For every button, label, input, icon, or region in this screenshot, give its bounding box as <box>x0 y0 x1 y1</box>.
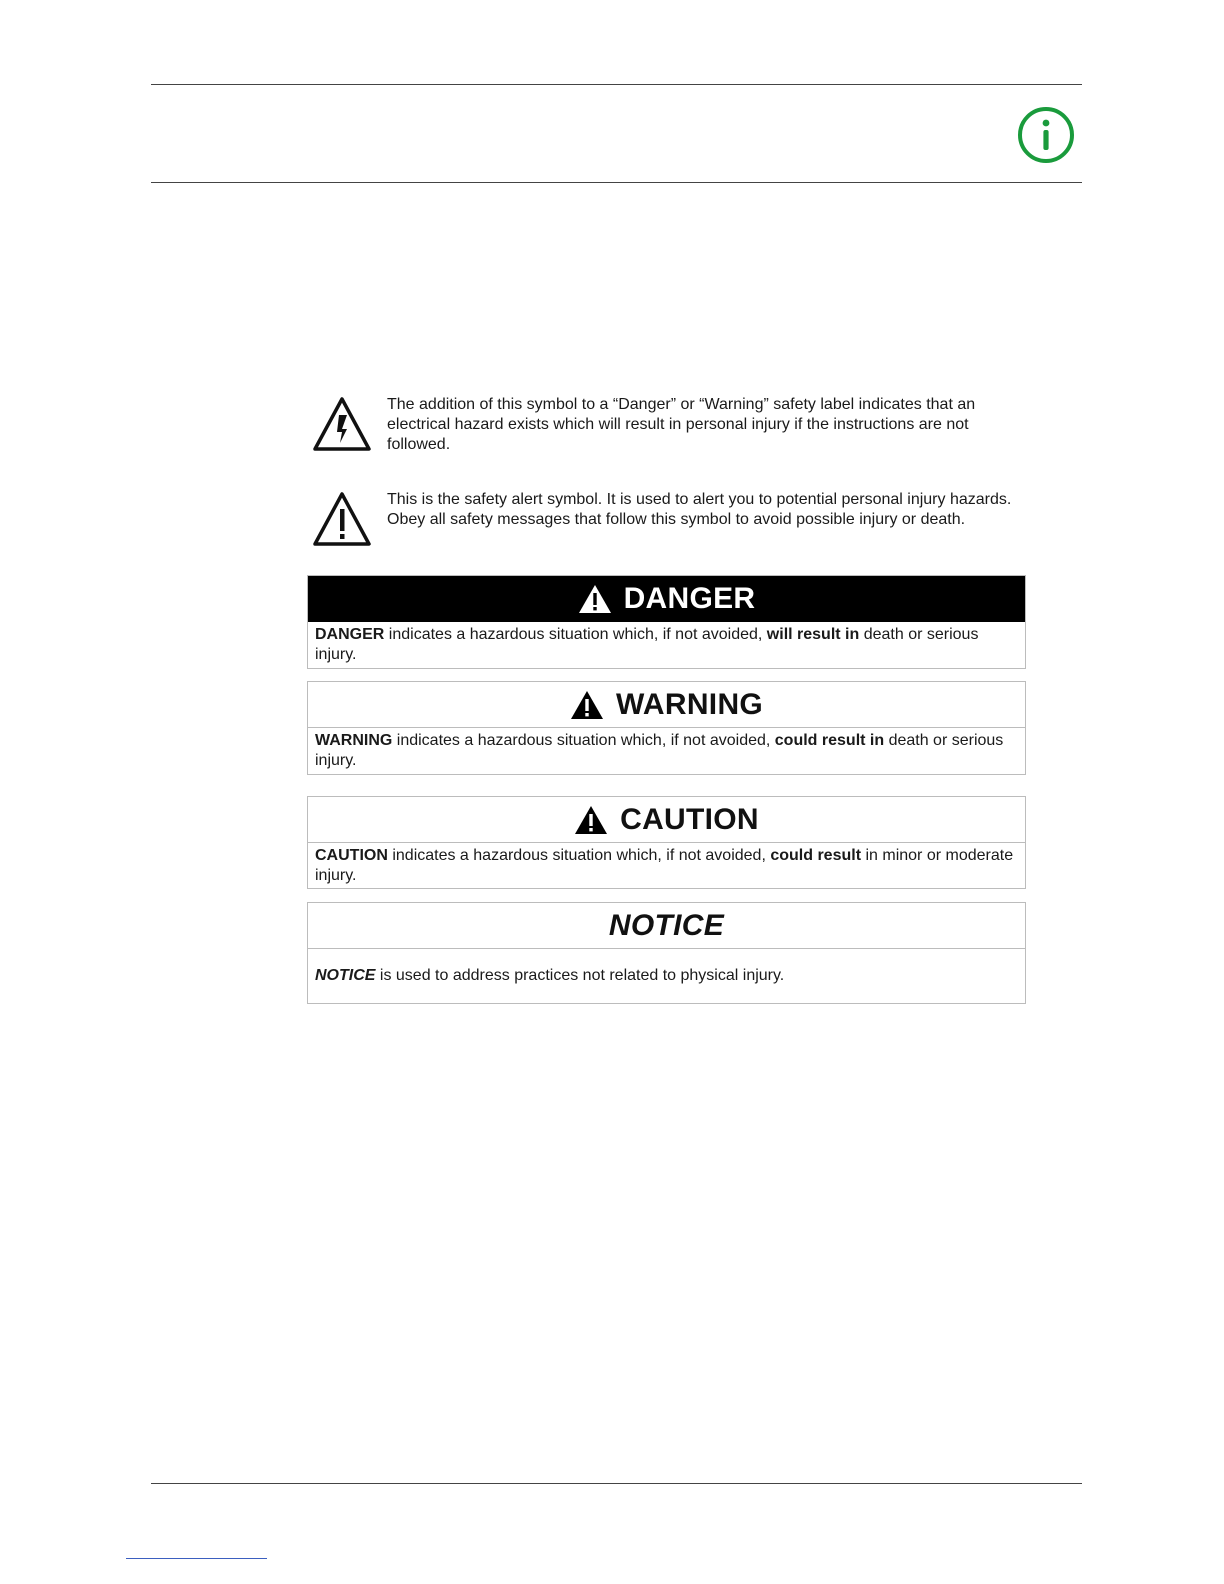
danger-box <box>307 575 1026 669</box>
warning-lead: WARNING <box>315 732 393 749</box>
notice-box <box>307 902 1026 1004</box>
danger-text-1: indicates a hazardous situation which, if not avoided, <box>384 626 767 643</box>
safety-alert-row <box>308 490 1028 552</box>
footer-rule <box>151 1483 1082 1484</box>
notice-text: is used to address practices not related to physical injury. <box>375 967 785 984</box>
warning-title: WARNING <box>615 687 764 721</box>
danger-text-2: death or serious injury. <box>315 626 979 663</box>
danger-lead: DANGER <box>315 626 385 643</box>
caution-text-2: in minor or moderate injury. <box>315 847 1014 884</box>
electrical-hazard-icon <box>311 395 373 453</box>
notice-lead: NOTICE <box>315 967 376 984</box>
caution-description <box>308 843 1025 886</box>
danger-header <box>308 576 1025 622</box>
electrical-hazard-text: The addition of this symbol to a “Danger” or “Warning” safety label indicates that an electrical hazard exists which will result in personal injury if the instructions are not followed. <box>387 396 976 453</box>
caution-box <box>307 796 1026 889</box>
warning-box <box>307 681 1026 775</box>
header-rule-top <box>151 84 1082 85</box>
warning-emphasis: could result in <box>774 732 885 749</box>
danger-description <box>308 622 1025 665</box>
notice-header <box>308 903 1025 949</box>
header-rule-bottom <box>151 182 1082 183</box>
warning-text-2: death or serious injury. <box>315 732 1004 769</box>
caution-text-1: indicates a hazardous situation which, if not avoided, <box>387 847 771 864</box>
safety-alert-text: This is the safety alert symbol. It is used to alert you to potential personal injury hazards. Obey all safety messages that follow this symbol to avoid possible injury or death. <box>387 491 1012 528</box>
warning-triangle-icon <box>570 690 604 720</box>
warning-header <box>308 682 1025 728</box>
notice-description <box>308 949 1025 986</box>
safety-alert-icon <box>311 490 373 548</box>
electrical-hazard-row <box>308 395 1028 457</box>
caution-triangle-icon <box>574 805 608 835</box>
warning-description <box>308 728 1025 771</box>
danger-emphasis: will result in <box>766 626 860 643</box>
warning-text-1: indicates a hazardous situation which, if not avoided, <box>392 732 775 749</box>
caution-header <box>308 797 1025 843</box>
info-icon <box>1017 106 1075 164</box>
notice-title: NOTICE <box>608 908 725 942</box>
danger-title: DANGER <box>623 581 756 615</box>
warning-triangle-icon <box>578 584 612 614</box>
caution-title: CAUTION <box>620 802 759 836</box>
caution-emphasis: could result <box>770 847 862 864</box>
footer-link-underline[interactable] <box>126 1558 267 1559</box>
caution-lead: CAUTION <box>315 847 388 864</box>
